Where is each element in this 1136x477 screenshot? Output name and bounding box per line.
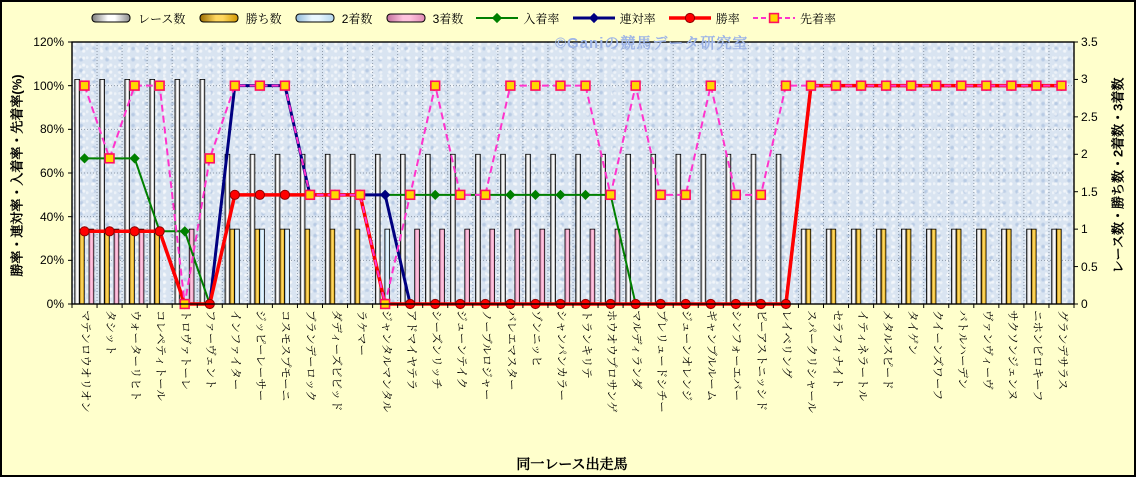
x-category-label: メタルスピード <box>880 310 893 390</box>
left-axis-tick: 40% <box>39 209 64 224</box>
x-category-label: スパークリシャール <box>805 310 818 414</box>
x-category-label: ゾンニッヒ <box>529 310 542 368</box>
x-category-label: クイーンズワーフ <box>930 310 943 401</box>
x-category-label: ウォーターリヒト <box>129 310 142 402</box>
right-axis-tick: 3.5 <box>1081 35 1098 49</box>
x-category-label: ジューンテイク <box>454 310 467 390</box>
legend-label: 勝率 <box>715 11 740 26</box>
right-axis-tick: 0.5 <box>1081 259 1098 274</box>
left-axis-tick: 100% <box>33 78 64 93</box>
left-axis-tick: 120% <box>33 35 64 49</box>
legend-label: 連対率 <box>619 11 656 26</box>
x-category-label: ヴァンヴィーヴ <box>980 310 993 390</box>
x-category-label: シャンパンカラー <box>554 310 567 401</box>
legend-label: 3着数 <box>432 11 464 26</box>
x-axis-title: 同一レース出走馬 <box>516 456 628 472</box>
legend-label: 2着数 <box>341 11 373 26</box>
x-category-label: シンフォーエバー <box>730 310 743 402</box>
left-axis-title: 勝率・連対率・入着率・先着率(%) <box>9 74 25 277</box>
plot-svg <box>2 2 1136 477</box>
x-category-label: ニホンピロキーフ <box>1030 310 1043 402</box>
left-axis-tick: 0% <box>46 297 64 311</box>
x-category-label: ファーヴェント <box>204 310 217 390</box>
x-category-label: シーズンリッチ <box>429 310 442 390</box>
right-axis-tick: 1 <box>1081 222 1088 237</box>
x-category-label: コスモスプモーニ <box>279 310 292 402</box>
legend-label: レース数 <box>138 11 186 26</box>
x-category-label: コレペティトール <box>154 310 167 401</box>
x-category-label: ジッピーレーサー <box>254 310 267 402</box>
x-category-label: マテンロウオリオン <box>79 310 92 413</box>
right-axis-tick: 2 <box>1081 147 1088 162</box>
legend-label: 勝ち数 <box>245 11 282 26</box>
x-category-label: グランデサラス <box>1055 310 1068 391</box>
x-category-label: バトルハーデン <box>955 310 968 390</box>
x-category-label: アドマイヤテラ <box>404 310 417 391</box>
x-category-label: ピーアストニッシド <box>755 310 768 412</box>
right-axis-tick: 2.5 <box>1081 109 1098 124</box>
x-category-label: ノーブルロジャー <box>479 310 492 401</box>
legend-label: 入着率 <box>523 11 560 26</box>
x-category-label: イティネラートル <box>855 310 868 402</box>
x-category-label: タシット <box>104 310 117 356</box>
x-category-label: セラフィナイト <box>830 310 843 389</box>
right-axis-tick: 3 <box>1081 72 1088 87</box>
x-category-label: バレエマスター <box>504 310 517 391</box>
right-axis-tick: 1.5 <box>1081 184 1098 199</box>
x-category-label: ブランデーロック <box>304 310 317 402</box>
left-axis-tick: 60% <box>39 166 64 180</box>
x-category-label: マルディランダ <box>630 310 643 390</box>
x-category-label: サクソンジェンヌ <box>1005 310 1018 401</box>
x-category-label: レイベリング <box>780 310 793 379</box>
x-category-label: プレリュードシチー <box>655 310 668 413</box>
right-axis-title: レース数・勝ち数・2着数・3着数 <box>1110 77 1126 274</box>
x-category-label: トランキリテ <box>580 310 593 379</box>
x-category-label: ジャンタルマンタル <box>379 310 392 413</box>
x-category-label: トロヴァトーレ <box>179 310 192 391</box>
left-axis-tick: 20% <box>39 253 64 268</box>
legend-label: 先着率 <box>799 11 836 26</box>
x-category-label: ダディーズビビッド <box>329 310 342 412</box>
x-category-label: ラケマー <box>354 310 367 356</box>
x-category-label: インファイター <box>229 310 242 391</box>
x-category-label: ホウオウプロサンゲ <box>605 310 618 413</box>
x-category-label: タイゲン <box>905 310 918 356</box>
x-category-label: ジューンオレンジ <box>680 310 693 401</box>
right-axis-tick: 0 <box>1081 297 1088 311</box>
watermark: ©Ganiの競馬データ研究室 <box>555 35 749 52</box>
x-category-label: ギャンブルルーム <box>705 310 718 402</box>
left-axis-tick: 80% <box>39 122 64 137</box>
